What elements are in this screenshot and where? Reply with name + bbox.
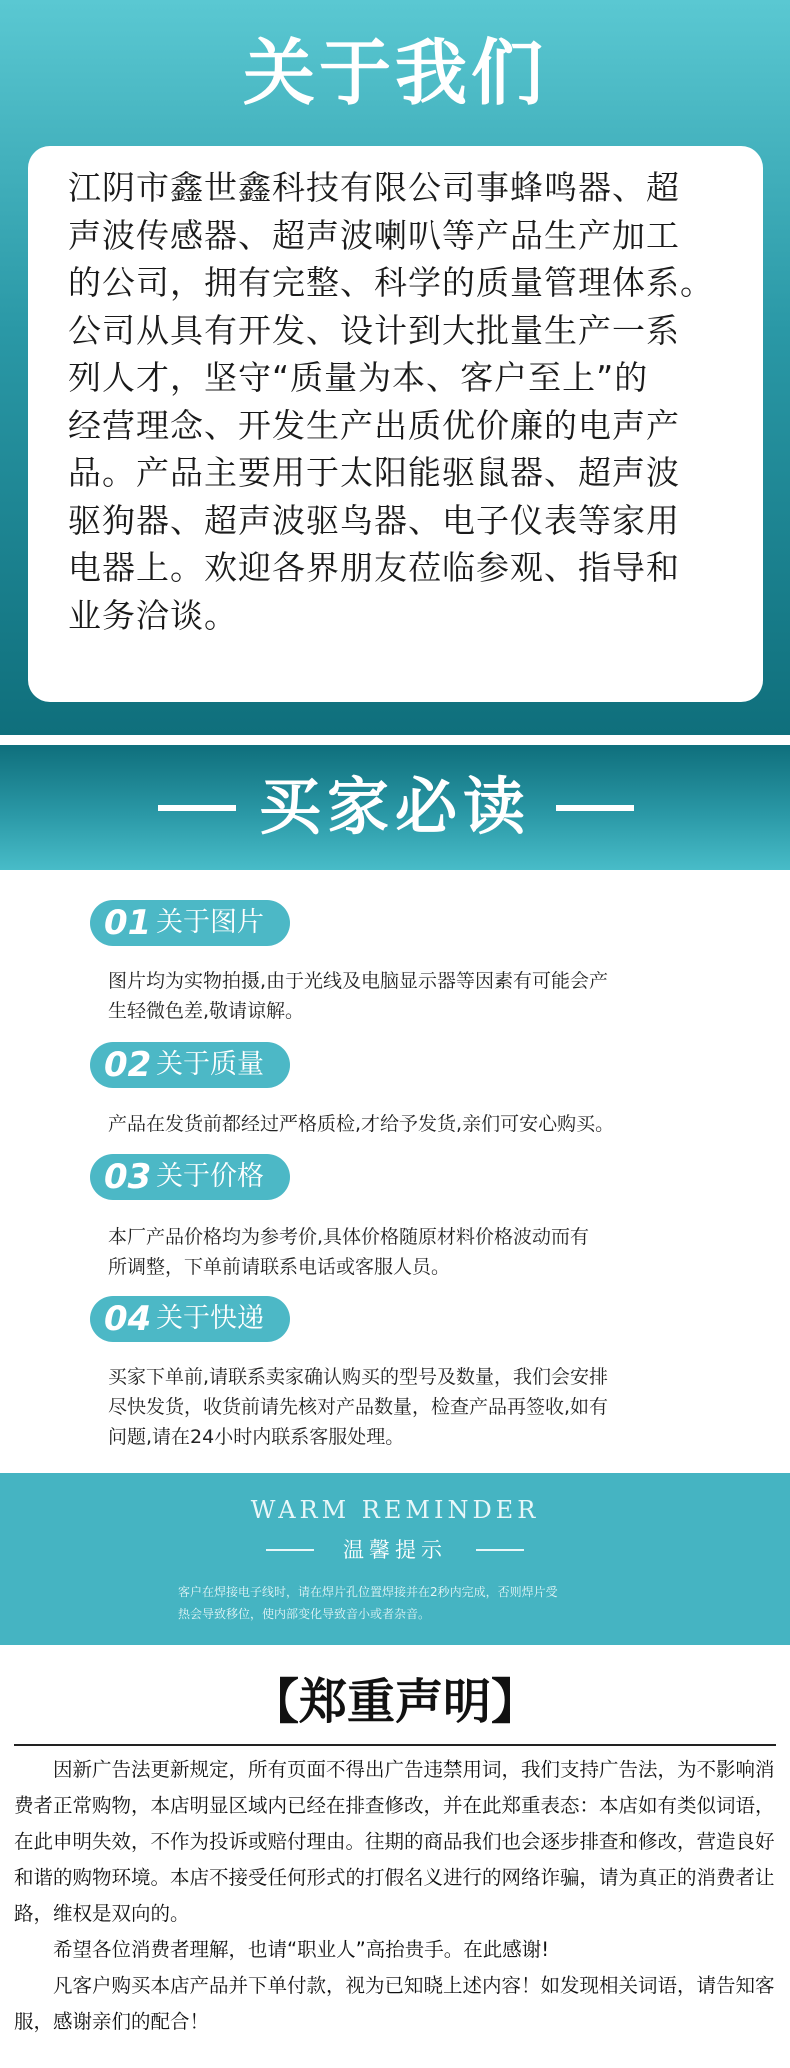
- statement-paragraph: 希望各位消费者理解，也请“职业人”高抬贵手。在此感谢!: [14, 1938, 550, 1961]
- notice-label: 关于图片: [156, 907, 264, 938]
- about-title: 关于我们: [242, 31, 547, 115]
- reminder-text: [178, 1581, 638, 1625]
- statement-body: [14, 1752, 776, 2040]
- notice-badge-pictures: [90, 900, 290, 946]
- notice-text-price: [108, 1222, 708, 1282]
- about-card: [28, 146, 763, 702]
- statement-paragraph: 因新广告法更新规定，所有页面不得出广告违禁用词，我们支持广告法，为不影响消费者正常购物，本店明显区域内已经在排查修改，并在此郑重表态：本店如有类似词语，在此申明失效，不作为投诉或赔付理由。往期的商品我们也会逐步排查和修改，营造良好和谐的购物环境。本店不接受任何形式的打假名义进行的网络诈骗，请为真正的消费者让路，维权是双向的。: [14, 1758, 775, 1925]
- reminder-line-right: [476, 1549, 524, 1551]
- notice-label: 关于快递: [156, 1303, 264, 1334]
- notice-line: 问题,请在24小时内联系客服处理。: [108, 1426, 405, 1448]
- notice-text-quality: [108, 1109, 708, 1139]
- about-text: [68, 164, 748, 639]
- notice-line: 买家下单前,请联系卖家确认购买的型号及数量，我们会安排: [108, 1366, 609, 1388]
- notice-badge-price: [90, 1154, 290, 1200]
- reminder-title-en: WARM REMINDER: [250, 1496, 540, 1524]
- about-line: 的公司，拥有完整、科学的质量管理体系。: [68, 263, 714, 302]
- about-line: 业务洽谈。: [68, 595, 238, 635]
- reminder-title-cn: 温馨提示: [343, 1538, 447, 1562]
- notice-text-delivery: [108, 1362, 708, 1452]
- notice-number: 03: [104, 1157, 152, 1197]
- notice-line: 尽快发货，收货前请先核对产品数量，检查产品再签收,如有: [108, 1396, 609, 1418]
- about-line: 列人才，坚守“质量为本、客户至上”的: [68, 358, 649, 397]
- notice-label: 关于价格: [156, 1161, 264, 1192]
- notice-line: 生轻微色差,敬请谅解。: [108, 1000, 305, 1022]
- about-line: 电器上。欢迎各界朋友莅临参观、指导和: [68, 548, 680, 587]
- buyer-title: 买家必读: [258, 770, 531, 843]
- notice-line: 图片均为实物拍摄,由于光线及电脑显示器等因素有可能会产: [108, 970, 609, 992]
- about-line: 品。产品主要用于太阳能驱鼠器、超声波: [68, 453, 680, 492]
- about-line: 经营理念、开发生产出质优价廉的电声产: [68, 405, 680, 445]
- about-section: [0, 0, 790, 735]
- notice-text-pictures: [108, 966, 708, 1026]
- notice-number: 01: [104, 903, 152, 943]
- header-dash-right: [556, 805, 634, 811]
- notice-badge-delivery: [90, 1296, 290, 1342]
- about-line: 声波传感器、超声波喇叭等产品生产加工: [68, 215, 680, 255]
- about-line: 驱狗器、超声波驱鸟器、电子仪表等家用: [68, 500, 680, 540]
- section-divider: [0, 735, 790, 745]
- about-line: 公司从具有开发、设计到大批量生产一系: [68, 310, 680, 350]
- statement-title: 【郑重声明】: [250, 1674, 539, 1730]
- statement-paragraph: 凡客户购买本店产品并下单付款，视为已知晓上述内容！如发现相关词语，请告知客服，感谢亲们的配合！: [14, 1974, 775, 2033]
- notice-label: 关于质量: [156, 1049, 264, 1080]
- statement-rule: [14, 1744, 776, 1746]
- notice-line: 本厂产品价格均为参考价,具体价格随原材料价格波动而有: [108, 1226, 590, 1248]
- warm-reminder: [0, 1473, 790, 1645]
- buyer-header: [0, 745, 790, 870]
- reminder-line-text: 热会导致移位，使内部变化导致音小或者杂音。: [178, 1607, 431, 1621]
- notice-line: 产品在发货前都经过严格质检,才给予发货,亲们可安心购买。: [108, 1113, 615, 1135]
- about-line: 江阴市鑫世鑫科技有限公司事蜂鸣器、超: [68, 168, 680, 207]
- reminder-line-text: 客户在焊接电子线时，请在焊片孔位置焊接并在2秒内完成，否则焊片受: [178, 1585, 558, 1599]
- notice-number: 02: [104, 1045, 152, 1085]
- notice-line: 所调整，下单前请联系电话或客服人员。: [108, 1256, 451, 1278]
- notice-badge-quality: [90, 1042, 290, 1088]
- notice-number: 04: [104, 1299, 152, 1339]
